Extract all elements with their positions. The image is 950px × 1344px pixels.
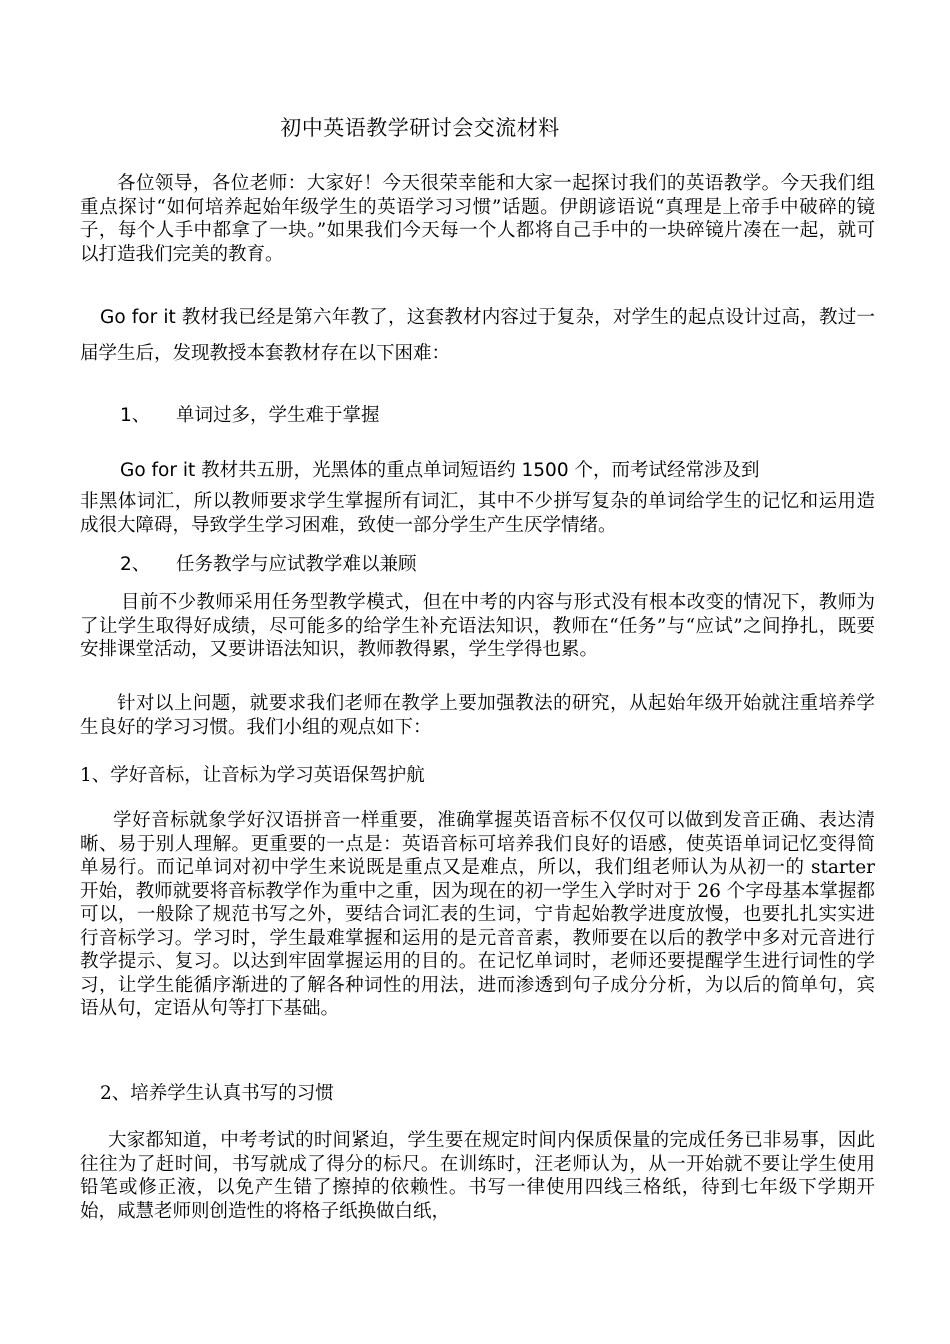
difficulty-2-heading <box>120 553 417 577</box>
difficulty-2-text: 任务教学与应试教学难以兼顾 <box>176 554 417 575</box>
tasks-paragraph: 目前不少教师采用任务型教学模式，但在中考的内容与形式没有根本改变的情况下，教师为了让学生取得好成绩，尽可能多的给学生补充语法知识，教师在“任务”与“应试”之间挣扎，既要安排课堂活动，又要讲语法知识，教师教得累，学生学得也累。 <box>80 592 875 660</box>
point-2-heading: 2、培养学生认真书写的习惯 <box>100 1083 334 1104</box>
difficulty-1-heading <box>120 404 380 428</box>
goforit-paragraph <box>80 300 875 372</box>
point-1-heading: 1、学好音标，让音标为学习英语保驾护航 <box>80 765 425 786</box>
words-paragraph-rest: 非黑体词汇，所以教师要求学生掌握所有词汇，其中不少拼写复杂的单词给学生的记忆和运用造成很大障碍，导致学生学习困难，致使一部分学生产生厌学情绪。 <box>80 491 875 536</box>
difficulty-1-number: 1、 <box>120 405 151 426</box>
difficulty-1-text: 单词过多，学生难于掌握 <box>176 405 380 426</box>
point-1-body: 学好音标就象学好汉语拼音一样重要，准确掌握英语音标不仅仅可以做到发音正确、表达清晰、易于别人理解。更重要的一点是：英语音标可培养我们良好的语感，使英语单词记忆变得简单易行。而记单词对初中学生来说既是重点又是难点，所以，我们组老师认为从初一的 starter 开始，教师就要将音标教学作为重中之重，因为现在的初一学生入学时对于 26 个字母基本掌握都可以，一般除了规范书写之外，要结合词汇表的生词，宁肯起始教学进度放慢，也要扎扎实实进行音标学习。学习时，学生最难掌握和运用的是元音音素，教师要在以后的教学中多对元音进行教学提示、复习。以达到牢固掌握运用的目的。在记忆单词时，老师还要提醒学生进行词性的学习，让学生能循序渐进的了解各种词性的用法，进而渗透到句子成分分析，为以后的简单句，宾语从句，定语从句等打下基础。 <box>80 810 875 1019</box>
difficulty-2-number: 2、 <box>120 554 151 575</box>
words-number: 1500 <box>521 460 569 481</box>
goforit-rest: 教材我已经是第六年教了，这套教材内容过于复杂，对学生的起点设计过高，教过一届学生后，发现教授本套教材存在以下困难： <box>80 307 875 364</box>
words-lead: Go for it <box>120 460 196 481</box>
intro-paragraph: 各位领导，各位老师：大家好！今天很荣幸能和大家一起探讨我们的英语教学。今天我们组重点探讨“如何培养起始年级学生的英语学习习惯”话题。伊朗谚语说“真理是上帝手中破碎的镜子，每个人手中都拿了一块。”如果我们今天每一个人都将自己手中的一块碎镜片凑在一起，就可以打造我们完美的教育。 <box>80 173 875 265</box>
words-mid1: 教材共五册，光黑体的重点单词短语约 <box>195 460 522 481</box>
words-mid2: 个，而考试经常涉及到 <box>568 460 760 481</box>
words-paragraph-line1 <box>80 453 875 489</box>
views-paragraph: 针对以上问题，就要求我们老师在教学上要加强教法的研究，从起始年级开始就注重培养学生良好的学习习惯。我们小组的观点如下： <box>80 693 875 738</box>
goforit-lead: Go for it <box>100 307 176 328</box>
document-title: 初中英语教学研讨会交流材料 <box>280 116 560 140</box>
point-2-body: 大家都知道，中考考试的时间紧迫，学生要在规定时间内保质保量的完成任务已非易事，因此往往为了赶时间，书写就成了得分的标尺。在训练时，汪老师认为，从一开始就不要让学生使用铅笔或修正液，以免产生错了擦掉的依赖性。书写一律使用四线三格纸，待到七年级下学期开始，咸慧老师则创造性的将格子纸换做白纸， <box>80 1130 875 1222</box>
